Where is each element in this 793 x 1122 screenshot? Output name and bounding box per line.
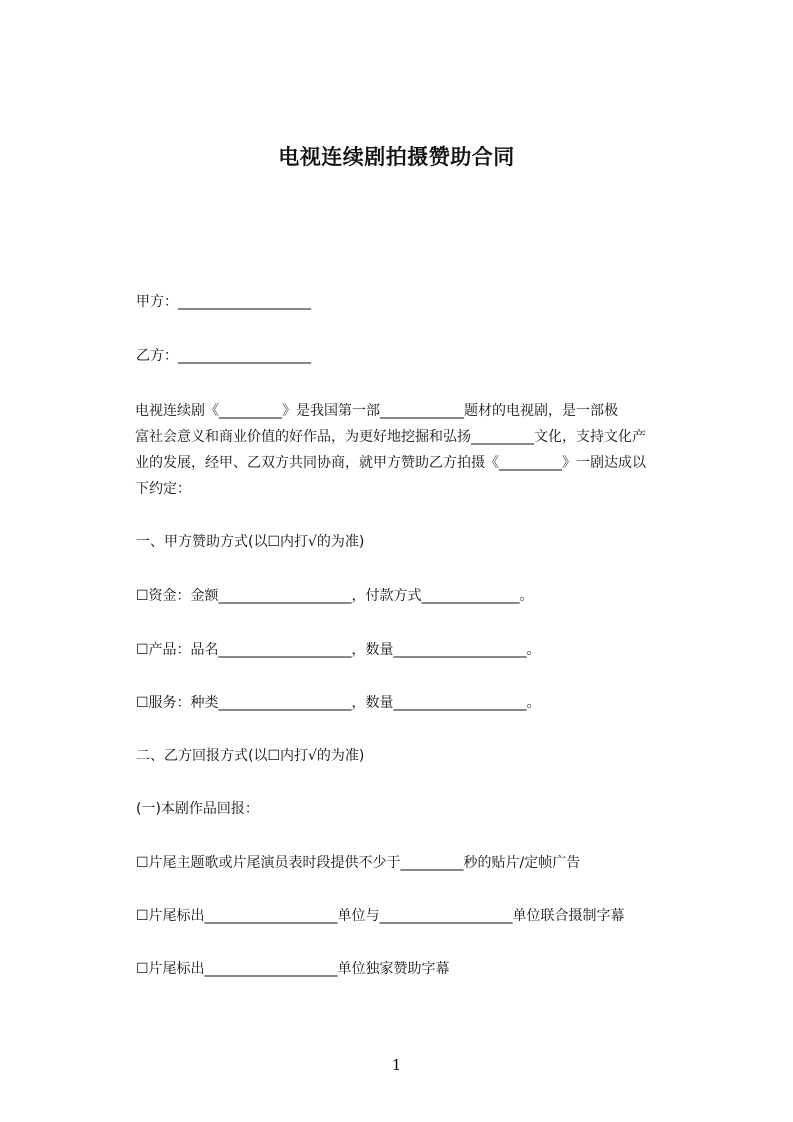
option-product: ☐产品：品名___________________，数量___________________。	[136, 642, 541, 658]
return-joint-production: ☐片尾标出___________________单位与___________________单位联合摄制字幕	[136, 908, 625, 924]
section-2-title: 二、乙方回报方式(以☐内打√的为准)	[136, 748, 365, 764]
party-a-line: 甲方：___________________	[136, 294, 311, 310]
option-service: ☐服务：种类___________________，数量___________________。	[136, 695, 541, 711]
return-exclusive-sponsor: ☐片尾标出___________________单位独家赞助字幕	[136, 961, 450, 977]
section-1-title: 一、甲方赞助方式(以☐内打√的为准)	[136, 534, 365, 550]
page-number: 1	[391, 1056, 402, 1074]
return-theme-song: ☐片尾主题歌或片尾演员表时段提供不少于_________秒的贴片/定帧广告	[136, 855, 581, 871]
party-b-line: 乙方：___________________	[136, 348, 311, 364]
intro-paragraph: 电视连续剧《_________》是我国第一部____________题材的电视剧，是一部极 富社会意义和商业价值的好作品，为更好地挖掘和弘扬_________文化，支持文化产 业的发展，经甲、乙双方共同协商，就甲方赞助乙方拍摄《_________》一剧达成以 下约定：	[135, 403, 646, 497]
subsection-1-title: (一)本剧作品回报：	[136, 801, 259, 817]
option-fund: ☐资金：金额___________________，付款方式______________。	[136, 588, 534, 604]
document-title: 电视连续剧拍摄赞助合同	[278, 145, 515, 169]
